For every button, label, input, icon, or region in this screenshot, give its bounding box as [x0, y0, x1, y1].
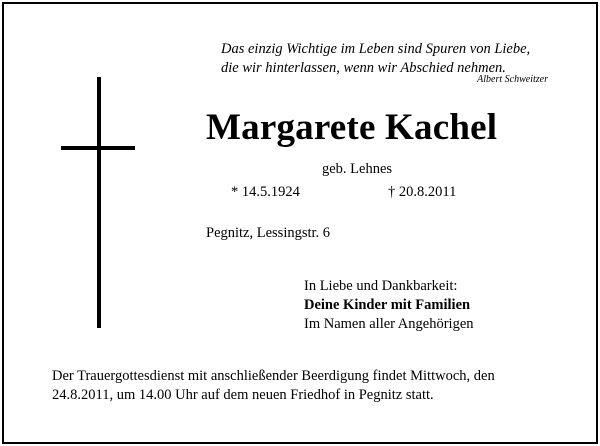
service-line-1: Der Trauergottesdienst mit anschließender Beerdigung findet Mittwoch, den [52, 368, 495, 384]
obituary-frame [2, 2, 598, 444]
birth-date: * 14.5.1924 [231, 184, 300, 200]
service-line-2: 24.8.2011, um 14.00 Uhr auf dem neuen Friedhof in Pegnitz statt. [52, 387, 434, 403]
address: Pegnitz, Lessingstr. 6 [206, 225, 331, 241]
maiden-name: geb. Lehnes [322, 161, 393, 177]
quote [221, 40, 530, 78]
closing-line-2: Deine Kinder mit Familien [304, 297, 471, 313]
cross-horizontal-bar [61, 146, 135, 150]
service-notice [52, 367, 552, 405]
closing-line-1: In Liebe und Dankbarkeit: [304, 278, 458, 294]
closing-block [304, 277, 474, 334]
death-date: † 20.8.2011 [388, 184, 457, 200]
deceased-name: Margarete Kachel [206, 107, 498, 148]
cross-vertical-bar [97, 77, 101, 328]
quote-author: Albert Schweitzer [477, 74, 548, 85]
closing-line-3: Im Namen aller Angehörigen [304, 316, 474, 332]
quote-line-1: Das einzig Wichtige im Leben sind Spuren von Liebe, [221, 41, 531, 57]
quote-line-2: die wir hinterlassen, wenn wir Abschied nehmen. [221, 60, 506, 76]
